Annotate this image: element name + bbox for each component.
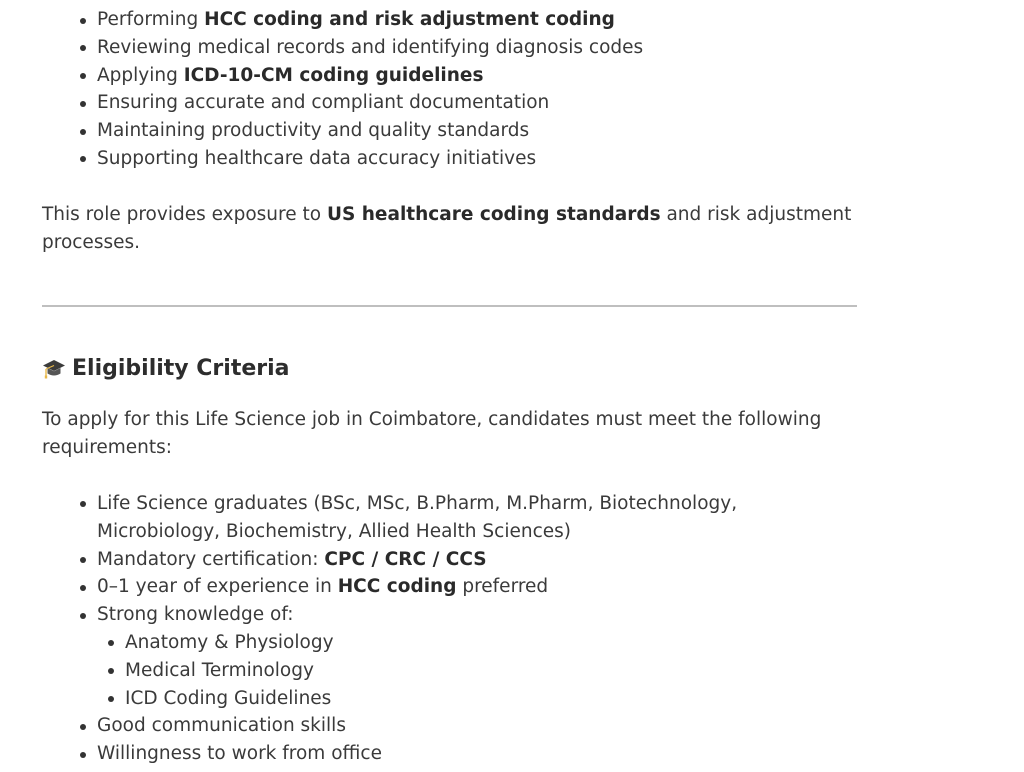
list-item: 0–1 year of experience in HCC coding preferred — [97, 573, 857, 601]
list-item: Good communication skills — [97, 712, 857, 740]
list-item: Willingness to work from office — [97, 740, 857, 768]
list-item: Maintaining productivity and quality standards — [97, 117, 857, 145]
article-content — [42, 6, 857, 768]
duties-list — [42, 6, 857, 173]
list-item: Life Science graduates (BSc, MSc, B.Pharm, M.Pharm, Biotechnology, Microbiology, Biochemistry, Allied Health Sciences) — [97, 490, 857, 546]
knowledge-sublist — [97, 629, 857, 712]
sublist-item: ICD Coding Guidelines — [125, 685, 857, 713]
graduation-cap-icon — [42, 357, 66, 381]
eligibility-heading — [42, 354, 857, 384]
section-title: Eligibility Criteria — [72, 356, 290, 382]
list-item: Mandatory certification: CPC / CRC / CCS — [97, 546, 857, 574]
list-item: Strong knowledge of: Anatomy & Physiology Medical Terminology ICD Coding Guidelines — [97, 601, 857, 712]
list-item: Performing HCC coding and risk adjustment coding — [97, 6, 857, 34]
role-paragraph: This role provides exposure to US healthcare coding standards and risk adjustment processes. — [42, 203, 852, 253]
list-item: Supporting healthcare data accuracy initiatives — [97, 145, 857, 173]
eligibility-list — [42, 490, 857, 768]
section-divider — [42, 305, 857, 307]
list-item: Ensuring accurate and compliant documentation — [97, 89, 857, 117]
list-item: Reviewing medical records and identifying diagnosis codes — [97, 34, 857, 62]
sublist-item: Medical Terminology — [125, 657, 857, 685]
sublist-item: Anatomy & Physiology — [125, 629, 857, 657]
eligibility-intro: To apply for this Life Science job in Coimbatore, candidates must meet the following requirements: — [42, 409, 822, 459]
list-item: Applying ICD-10-CM coding guidelines — [97, 62, 857, 90]
